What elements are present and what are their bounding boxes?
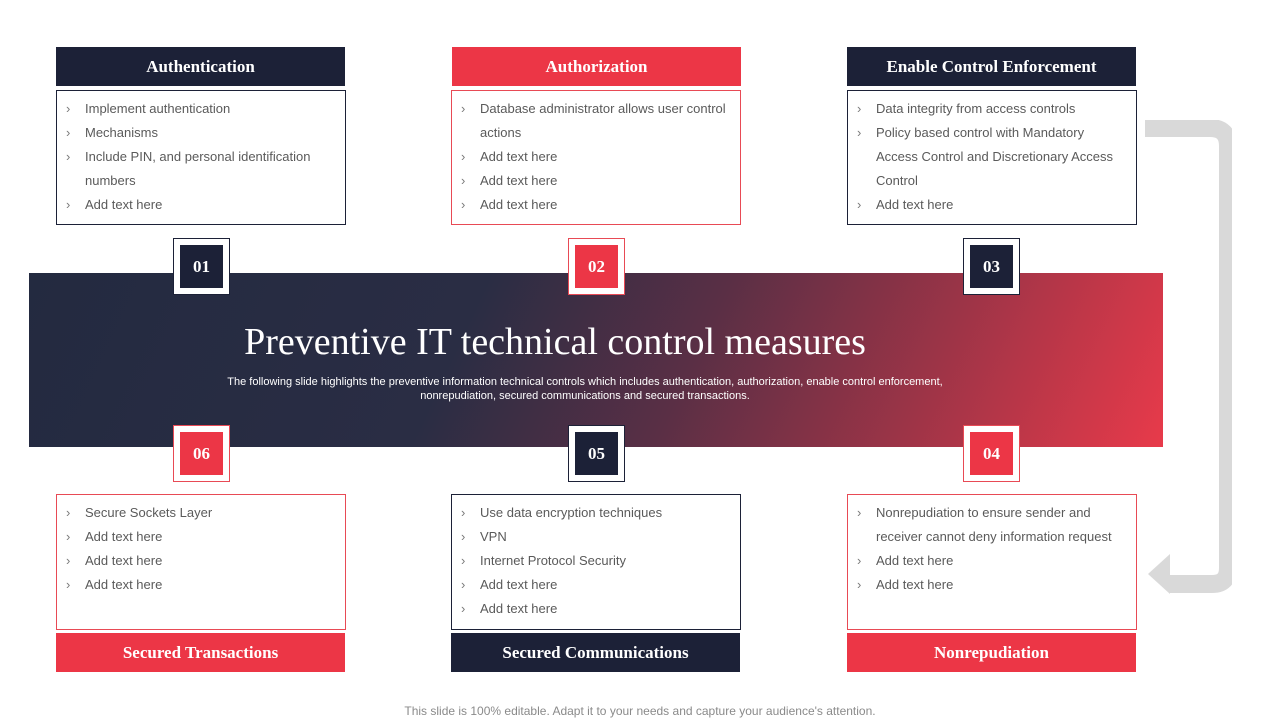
slide-title: Preventive IT technical control measures [244,321,866,363]
communications-list [461,501,730,621]
list-item: › Add text here [461,145,730,169]
list-item: › Add text here [66,549,335,573]
nonrepudiation-list [857,501,1126,597]
list-item: › VPN [461,525,730,549]
list-item: › Nonrepudiation to ensure sender and receiver cannot deny information request [857,501,1126,549]
slide-subtitle [185,375,985,403]
step-number: 02 [575,245,618,288]
flow-arrow-icon [1140,120,1232,598]
step-number: 04 [970,432,1013,475]
card-authorization [451,90,741,225]
step-number: 03 [970,245,1013,288]
card-secured-transactions [56,494,346,630]
card-enable-control-enforcement [847,90,1137,225]
heading-nonrepudiation: Nonrepudiation [847,633,1136,672]
step-badge-02 [568,238,625,295]
subtitle-line-2: nonrepudiation, secured communications and secured transactions. [420,390,750,402]
step-number: 05 [575,432,618,475]
step-badge-01 [173,238,230,295]
list-item: › Add text here [461,169,730,193]
heading-enable-control-enforcement: Enable Control Enforcement [847,47,1136,86]
list-item: › Add text here [461,193,730,217]
list-item: › Mechanisms [66,121,335,145]
heading-secured-transactions: Secured Transactions [56,633,345,672]
list-item: › Add text here [66,573,335,597]
list-item: › Include PIN, and personal identification numbers [66,145,335,193]
list-item: › Add text here [66,193,335,217]
list-item: › Add text here [857,193,1126,217]
list-item: › Add text here [66,525,335,549]
card-authentication [56,90,346,225]
step-number: 06 [180,432,223,475]
enforcement-list [857,97,1126,217]
heading-secured-communications: Secured Communications [451,633,740,672]
list-item: › Implement authentication [66,97,335,121]
authorization-list [461,97,730,217]
step-badge-04 [963,425,1020,482]
step-badge-06 [173,425,230,482]
list-item: › Policy based control with Mandatory Access Control and Discretionary Access Control [857,121,1126,193]
list-item: › Add text here [857,549,1126,573]
list-item: › Internet Protocol Security [461,549,730,573]
heading-authentication: Authentication [56,47,345,86]
list-item: › Use data encryption techniques [461,501,730,525]
footer-note: This slide is 100% editable. Adapt it to your needs and capture your audience's attention. [404,704,876,718]
transactions-list [66,501,335,597]
step-number: 01 [180,245,223,288]
list-item: › Add text here [461,597,730,621]
list-item: › Add text here [461,573,730,597]
card-nonrepudiation [847,494,1137,630]
heading-authorization: Authorization [452,47,741,86]
subtitle-line-1: The following slide highlights the preventive information technical controls which includes authentication, authorization, enable control enforcement, [227,376,943,388]
card-secured-communications [451,494,741,630]
step-badge-05 [568,425,625,482]
list-item: › Data integrity from access controls [857,97,1126,121]
list-item: › Database administrator allows user control actions [461,97,730,145]
list-item: › Add text here [857,573,1126,597]
list-item: › Secure Sockets Layer [66,501,335,525]
step-badge-03 [963,238,1020,295]
authentication-list [66,97,335,217]
